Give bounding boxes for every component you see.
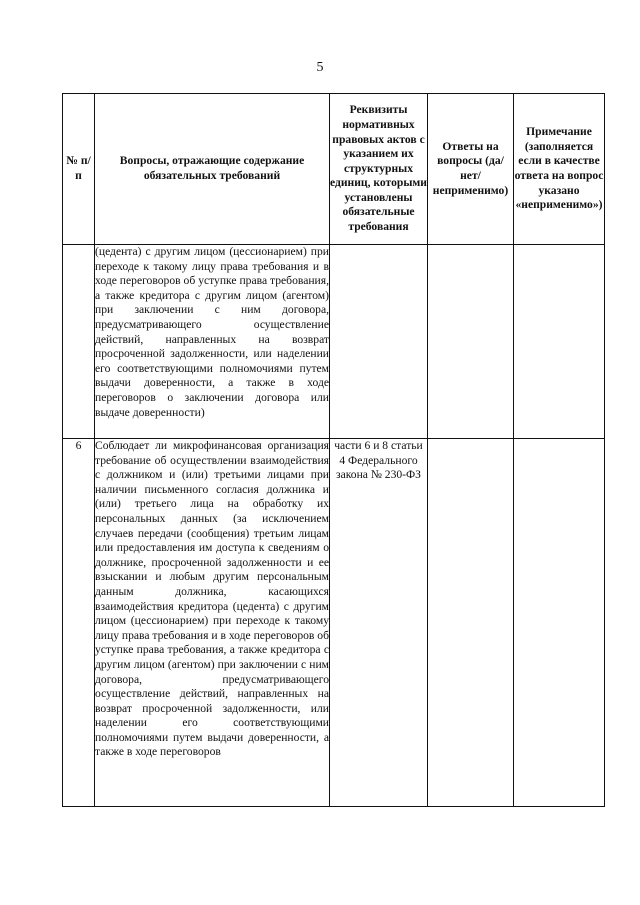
header-answers: Ответы на вопросы (да/нет/ неприменимо) xyxy=(428,94,514,245)
table-header-row xyxy=(63,94,605,245)
header-number: № п/п xyxy=(63,94,95,245)
row-note xyxy=(514,439,605,807)
table-row xyxy=(63,439,605,807)
row-question: Соблюдает ли микрофинансовая организация требование об осуществлении взаимодействия с должником и (или) третьими лицами при наличии письменного согласия должника и (или) третьего лица на обработку их персональных данных (за исключением случаев передачи (сообщения) третьим лицам или предоставления им доступа к сведениям о должнике, просроченной задолженности и ее взыскании и любым другим персональным данным должника, касающихся взаимодействия кредитора (цедента) с другим лицом (цессионарием) при переходе к такому лицу права требования и в ходе переговоров об уступке права требования, а также кредитора с другим лицом (агентом) при заключении с ним договора, предусматривающего осуществление действий, направленных на возврат просроченной задолженности, или наделении его соответствующими полномочиями путем выдачи доверенности, а также в ходе переговоров xyxy=(95,439,330,807)
header-note: Примечание (заполняется если в качестве ответа на вопрос указано «неприменимо») xyxy=(514,94,605,245)
row-number xyxy=(63,245,95,439)
row-note xyxy=(514,245,605,439)
row-answer xyxy=(428,439,514,807)
row-requisites xyxy=(330,245,428,439)
row-answer xyxy=(428,245,514,439)
row-question: (цедента) с другим лицом (цессионарием) при переходе к такому лицу права требования и в ходе переговоров об уступке права требования, а также кредитора с другим лицом (агентом) при заключении с ним договора, предусматривающего осуществление действий, направленных на возврат просроченной задолженности, или наделении его соответствующими полномочиями путем выдачи доверенности, а также в ходе переговоров о заключении договора или выдаче доверенности) xyxy=(95,245,330,439)
table-row xyxy=(63,245,605,439)
row-number: 6 xyxy=(63,439,95,807)
page-number: 5 xyxy=(316,60,324,75)
header-question: Вопросы, отражающие содержание обязательных требований xyxy=(95,94,330,245)
requirements-table xyxy=(62,93,605,807)
header-requisites: Реквизиты нормативных правовых актов с указанием их структурных единиц, которыми установлены обязательные требования xyxy=(330,94,428,245)
row-requisites: части 6 и 8 статьи 4 Федерального закона № 230-ФЗ xyxy=(330,439,428,807)
